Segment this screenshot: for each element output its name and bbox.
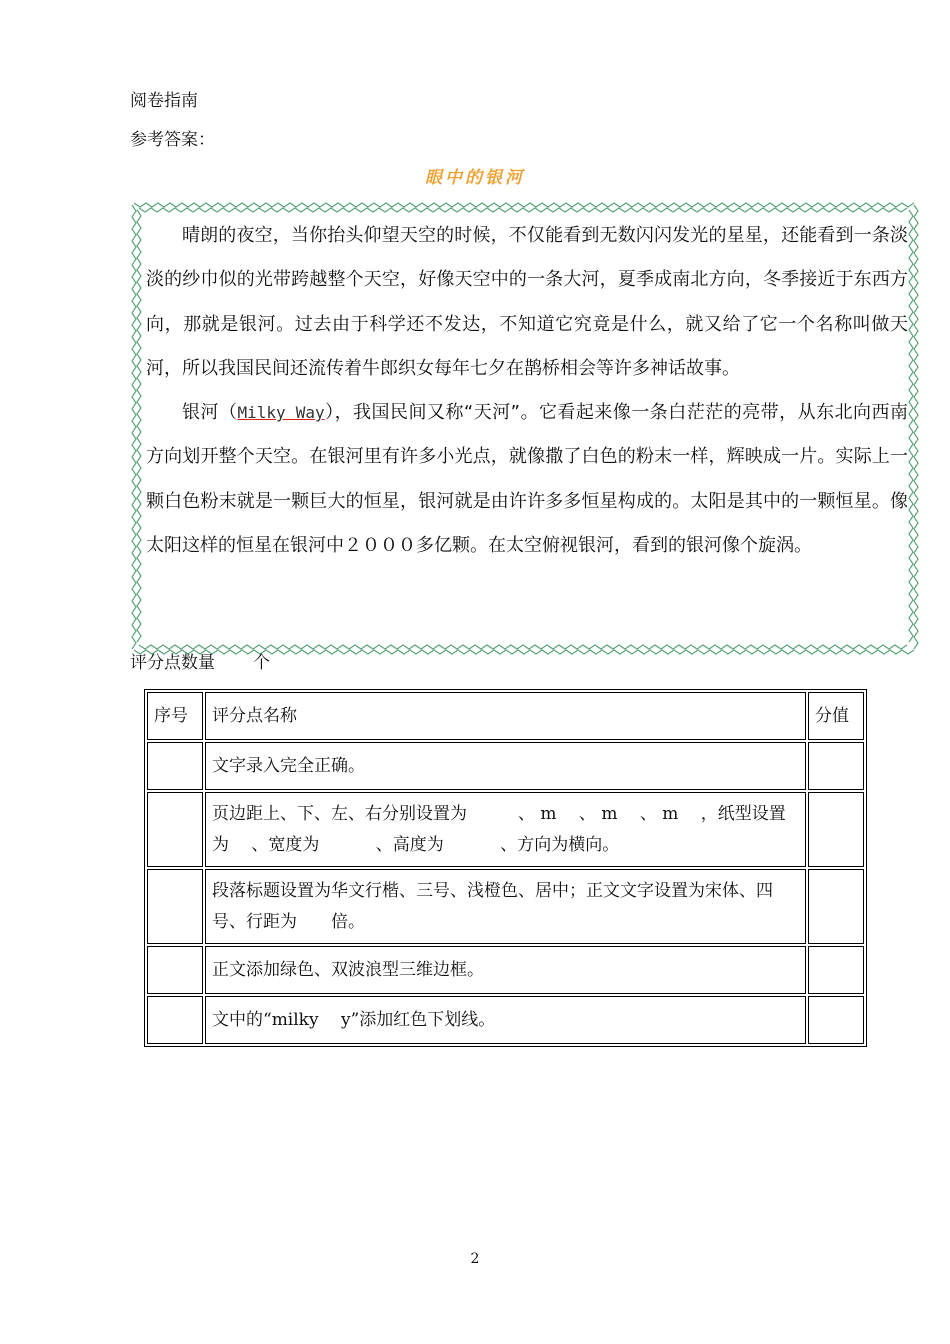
table-header-row — [147, 692, 864, 740]
table-row — [147, 996, 864, 1044]
paragraph-2-start: 银河（ — [182, 402, 238, 424]
wavy-border-line — [139, 645, 907, 649]
row-num — [147, 946, 203, 994]
score-count-label: 评分点数量 — [130, 653, 215, 673]
row-num — [147, 792, 203, 867]
row-name: 正文添加绿色、双波浪型三维边框。 — [205, 946, 806, 994]
row-num — [147, 742, 203, 790]
body-text — [146, 214, 908, 568]
answer-label: 参考答案： — [130, 130, 215, 150]
wavy-border-line — [137, 210, 141, 642]
table-row — [147, 869, 864, 944]
wavy-border-line — [914, 205, 918, 649]
header-name: 评分点名称 — [205, 692, 806, 740]
scoring-table — [144, 689, 867, 1047]
guide-heading: 阅卷指南 — [130, 91, 198, 111]
document-title: 眼中的银河 — [425, 168, 525, 188]
header-num: 序号 — [147, 692, 203, 740]
score-count-unit: 个 — [253, 653, 270, 673]
row-value — [808, 792, 864, 867]
header-value: 分值 — [808, 692, 864, 740]
row-value — [808, 869, 864, 944]
page-number: 2 — [470, 1251, 480, 1267]
row-name: 页边距上、下、左、右分别设置为 、 m 、 m 、 m ，纸型设置为 、宽度为 、高度为 、方向为横向。 — [205, 792, 806, 867]
wavy-border-line — [909, 210, 913, 642]
row-name: 文中的“milky y”添加红色下划线。 — [205, 996, 806, 1044]
paragraph-2-rest: ），我国民间又称“天河”。它看起来像一条白茫茫的亮带，从东北向西南方向划开整个天空。在银河里有许多小光点，就像撒了白色的粉末一样，辉映成一片。实际上一颗白色粉末就是一颗巨大的恒星，银河就是由许许多多恒星构成的。太阳是其中的一颗恒星。像太阳这样的恒星在银河中２０００多亿颗。在太空俯视银河，看到的银河像个旋涡。 — [146, 402, 909, 557]
row-num — [147, 996, 203, 1044]
table-row — [147, 742, 864, 790]
wavy-border-line — [132, 205, 136, 649]
wavy-border-line — [134, 203, 914, 207]
row-value — [808, 996, 864, 1044]
row-num — [147, 869, 203, 944]
paragraph-2 — [146, 391, 908, 568]
wavy-border-frame — [130, 201, 920, 656]
row-name: 段落标题设置为华文行楷、三号、浅橙色、居中；正文文字设置为宋体、四号、行距为 倍。 — [205, 869, 806, 944]
row-value — [808, 742, 864, 790]
table-row — [147, 792, 864, 867]
milky-way-underlined: Milky Way — [237, 403, 325, 423]
table-row — [147, 946, 864, 994]
wavy-border-line — [139, 208, 907, 212]
paragraph-1: 晴朗的夜空，当你抬头仰望天空的时候，不仅能看到无数闪闪发光的星星，还能看到一条淡淡的纱巾似的光带跨越整个天空，好像天空中的一条大河，夏季成南北方向，冬季接近于东西方向，那就是银河。过去由于科学还不发达，不知道它究竟是什么，就又给了它一个名称叫做天河，所以我国民间还流传着牛郎织女每年七夕在鹊桥相会等许多神话故事。 — [146, 225, 908, 379]
row-name: 文字录入完全正确。 — [205, 742, 806, 790]
score-count-line — [130, 652, 270, 674]
row-value — [808, 946, 864, 994]
